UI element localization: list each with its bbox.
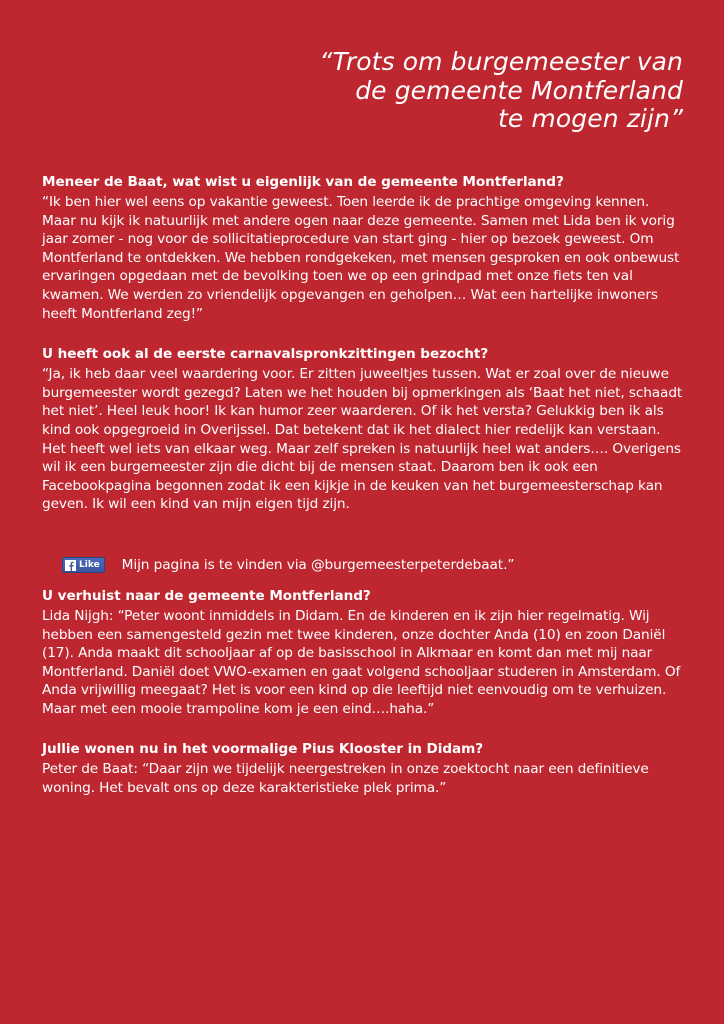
qa-section (42, 345, 683, 514)
page-title (42, 48, 683, 134)
facebook-line-spacer (42, 514, 683, 587)
qa-heading: U heeft ook al de eerste carnavalspronkzittingen bezocht? (42, 346, 489, 363)
qa-heading: U verhuist naar de gemeente Montferland? (42, 587, 371, 604)
facebook-like-button[interactable] (62, 557, 105, 573)
facebook-like-row (62, 556, 514, 575)
qa-section (42, 173, 683, 323)
qa-paragraph: Lida Nijgh: “Peter woont inmiddels in Didam. En de kinderen en ik zijn hier regelmatig. Wij hebben een samengesteld gezin met twee kinderen, onze dochter Anda (10) en zoon Daniël (17). Anda maakt dit schooljaar af op de basisschool in Alkmaar en komt dan met mij naar Montferland. Daniël doet VWO-examen en gaat volgend schooljaar studeren in Amsterdam. Of Anda vrijwillig meegaat? Het is voor een kind op die leeftijd niet eenvoudig om te verhuizen. Maar met een mooie trampoline kom je een eind….haha.” (42, 607, 681, 717)
facebook-like-label: Like (79, 559, 100, 570)
page-title-line-1: “Trots om burgemeester van (319, 47, 683, 76)
page-title-line-2: de gemeente Montferland (355, 75, 683, 105)
qa-paragraph: “Ja, ik heb daar veel waardering voor. Er zitten juweeltjes tussen. Wat er zoal over de nieuwe burgemeester wordt gezegd? Laten we het houden bij opmerkingen als ‘Baat het niet, schaadt het niet’. Heel leuk hoor! Ik kan humor zeer waarderen. Of ik het versta? Gelukkig ben ik als kind ook opgegroeid in Overijssel. Dat betekent dat ik het dialect hier redelijk kan verstaan. Het heeft wel iets van elkaar weg. Maar zelf spreken is natuurlijk heel wat anders…. Overigens wil ik een burgemeester zijn die dicht bij de mensen staat. Daarom ben ik ook een Facebookpagina begonnen zodat ik een kijkje in de keuken van het burgemeesterschap kan geven. Ik wil een kind van mijn eigen tijd zijn. (42, 366, 683, 513)
qa-paragraph: Peter de Baat: “Daar zijn we tijdelijk neergestreken in onze zoektocht naar een definitieve woning. Het bevalt ons op deze karakteristieke plek prima.” (42, 761, 649, 797)
article-body (42, 173, 683, 798)
qa-section (42, 740, 683, 797)
facebook-f-icon (65, 560, 76, 571)
qa-heading: Meneer de Baat, wat wist u eigenlijk van de gemeente Montferland? (42, 174, 564, 190)
qa-heading: Jullie wonen nu in het voormalige Pius Klooster in Didam? (42, 741, 484, 758)
facebook-page-caption: Mijn pagina is te vinden via @burgemeesterpeterdebaat.” (121, 557, 515, 573)
qa-paragraph: “Ik ben hier wel eens op vakantie geweest. Toen leerde ik de prachtige omgeving kennen. Maar nu kijk ik natuurlijk met andere ogen naar deze gemeente. Samen met Lida ben ik vorig jaar zomer - nog voor de sollicitatieprocedure van start ging - hier op bezoek geweest. Om Montferland te ontdekken. We hebben rondgekeken, met mensen gesproken en ook onbewust ervaringen opgedaan met de bevolking toen we op een grindpad met onze fiets ten val kwamen. We werden zo vriendelijk opgevangen en geholpen… Wat een hartelijke inwoners heeft Montferland zeg!” (42, 194, 680, 322)
qa-section (42, 587, 683, 719)
page-title-line-3: te mogen zijn” (497, 104, 683, 133)
